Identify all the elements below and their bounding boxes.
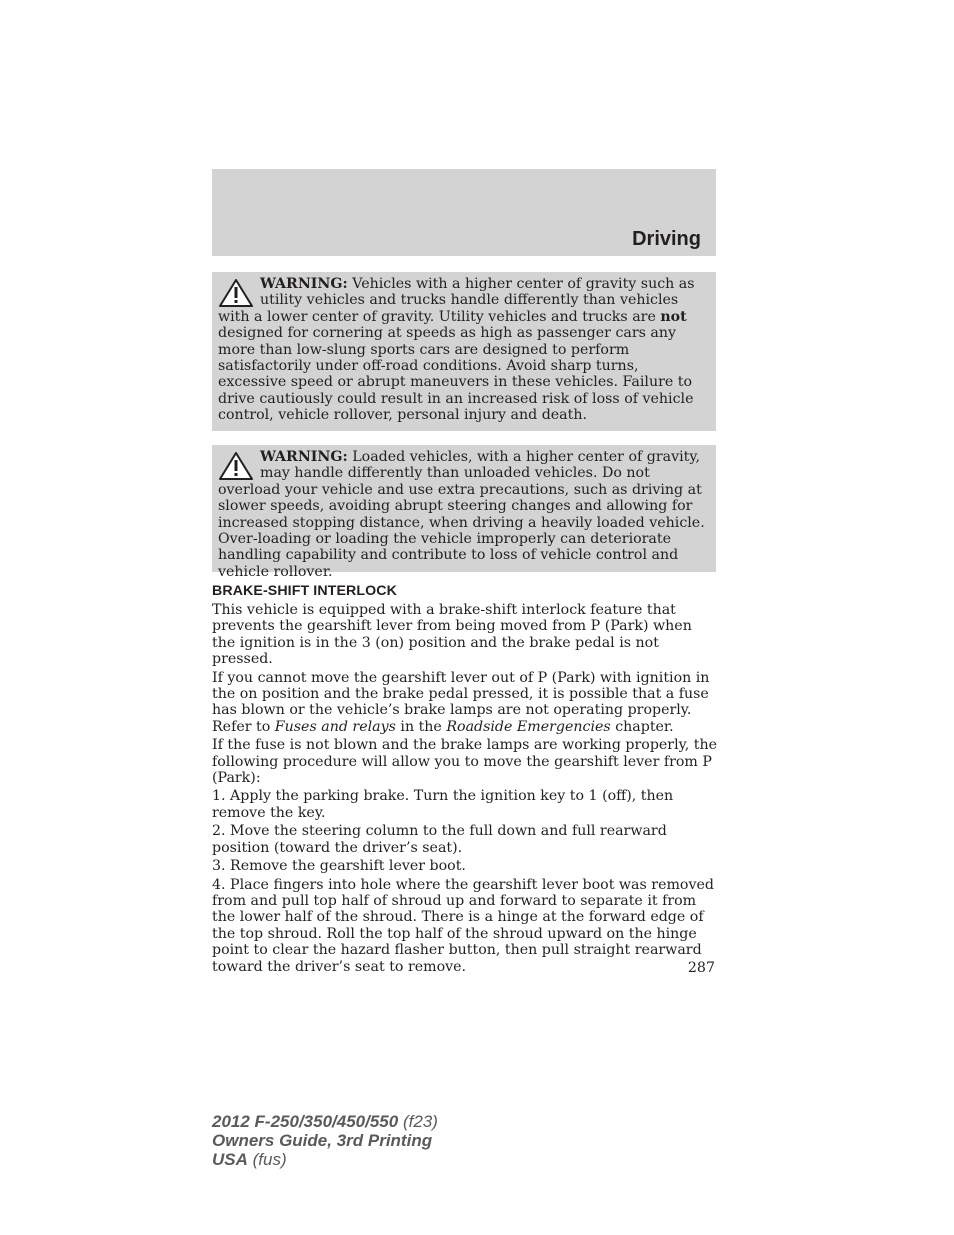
warning-text-continued: designed for cornering at speeds as high as passenger cars any more than low-slung sports cars are designed to perform satisfactorily under off-road conditions. Avoid sharp turns, excessive speed or abrupt maneuvers in these vehicles. Failure to drive cautiously could result in an increased risk of loss of vehicle control, vehicle rollover, personal injury and death. xyxy=(218,325,694,424)
procedure-step: 2. Move the steering column to the full down and full rearward position (toward the driver’s seat). xyxy=(212,823,667,856)
chapter-reference-roadside: Roadside Emergencies xyxy=(446,718,611,735)
procedure-step: 3. Remove the gearshift lever boot. xyxy=(212,858,466,875)
warning-box-loaded-vehicles xyxy=(212,445,716,580)
warning-label: WARNING: xyxy=(260,276,348,292)
footer-region: USA xyxy=(212,1150,248,1169)
paragraph-text: chapter. xyxy=(610,718,674,735)
chapter-reference-fuses: Fuses and relays xyxy=(274,718,396,735)
footer-model-line xyxy=(212,1112,438,1131)
procedure-step: 4. Place fingers into hole where the gearshift lever boot was removed from and pull top half of shroud up and forward to separate it from the lower half of the shroud. There is a hinge at the forward edge of the top shroud. Roll the top half of the shroud upward on the hinge point to clear the hazard flasher button, then pull straight rearward toward the driver’s seat to remove. xyxy=(212,876,714,975)
document-footer xyxy=(212,1112,438,1169)
warning-emphasis: not xyxy=(660,308,687,325)
paragraph-text: If you cannot move the gearshift lever out of P (Park) with ignition in the on position and the brake pedal pressed, it is possible that a fuse has blown or the vehicle’s brake lamps are not operating properly. Refer to xyxy=(212,669,710,735)
warning-text: Vehicles with a higher center of gravity such as utility vehicles and trucks handle differently than vehicles with a lower center of gravity. Utility vehicles and trucks are xyxy=(218,276,695,325)
section-heading: BRAKE-SHIFT INTERLOCK xyxy=(212,583,397,599)
warning-text: Loaded vehicles, with a higher center of gravity, may handle differently than unloaded vehicles. Do not overload your vehicle and use extra precautions, such as driving at slower speeds, avoiding abrupt steering changes and allowing for increased stopping distance, when driving a heavily loaded vehicle. Over-loading or loading the vehicle improperly can deteriorate handling capability and contribute to loss of vehicle control and vehicle rollover. xyxy=(218,449,705,580)
warning-box-rollover xyxy=(212,272,716,431)
paragraph-intro: This vehicle is equipped with a brake-shift interlock feature that prevents the gearshift lever from being moved from P (Park) when the ignition is in the 3 (on) position and the brake pedal is not pressed. xyxy=(212,602,692,668)
section-title: Driving xyxy=(632,228,701,250)
footer-model: 2012 F-250/350/450/550 xyxy=(212,1112,399,1131)
footer-guide-line: Owners Guide, 3rd Printing xyxy=(212,1131,433,1150)
warning-triangle-icon xyxy=(218,451,254,481)
warning-label: WARNING: xyxy=(260,449,348,465)
footer-model-code: (f23) xyxy=(398,1112,438,1131)
section-header-band xyxy=(212,169,716,256)
procedure-step: 1. Apply the parking brake. Turn the ignition key to 1 (off), then remove the key. xyxy=(212,788,674,821)
warning-triangle-icon xyxy=(218,278,254,308)
paragraph-troubleshoot xyxy=(212,670,718,736)
section-body xyxy=(212,602,718,977)
paragraph-text: in the xyxy=(395,718,447,735)
footer-region-code: (fus) xyxy=(247,1150,287,1169)
paragraph-procedure-intro: If the fuse is not blown and the brake lamps are working properly, the following procedure will allow you to move the gearshift lever from P (Park): xyxy=(212,737,717,787)
footer-region-line xyxy=(212,1150,438,1169)
page-number: 287 xyxy=(687,960,715,976)
